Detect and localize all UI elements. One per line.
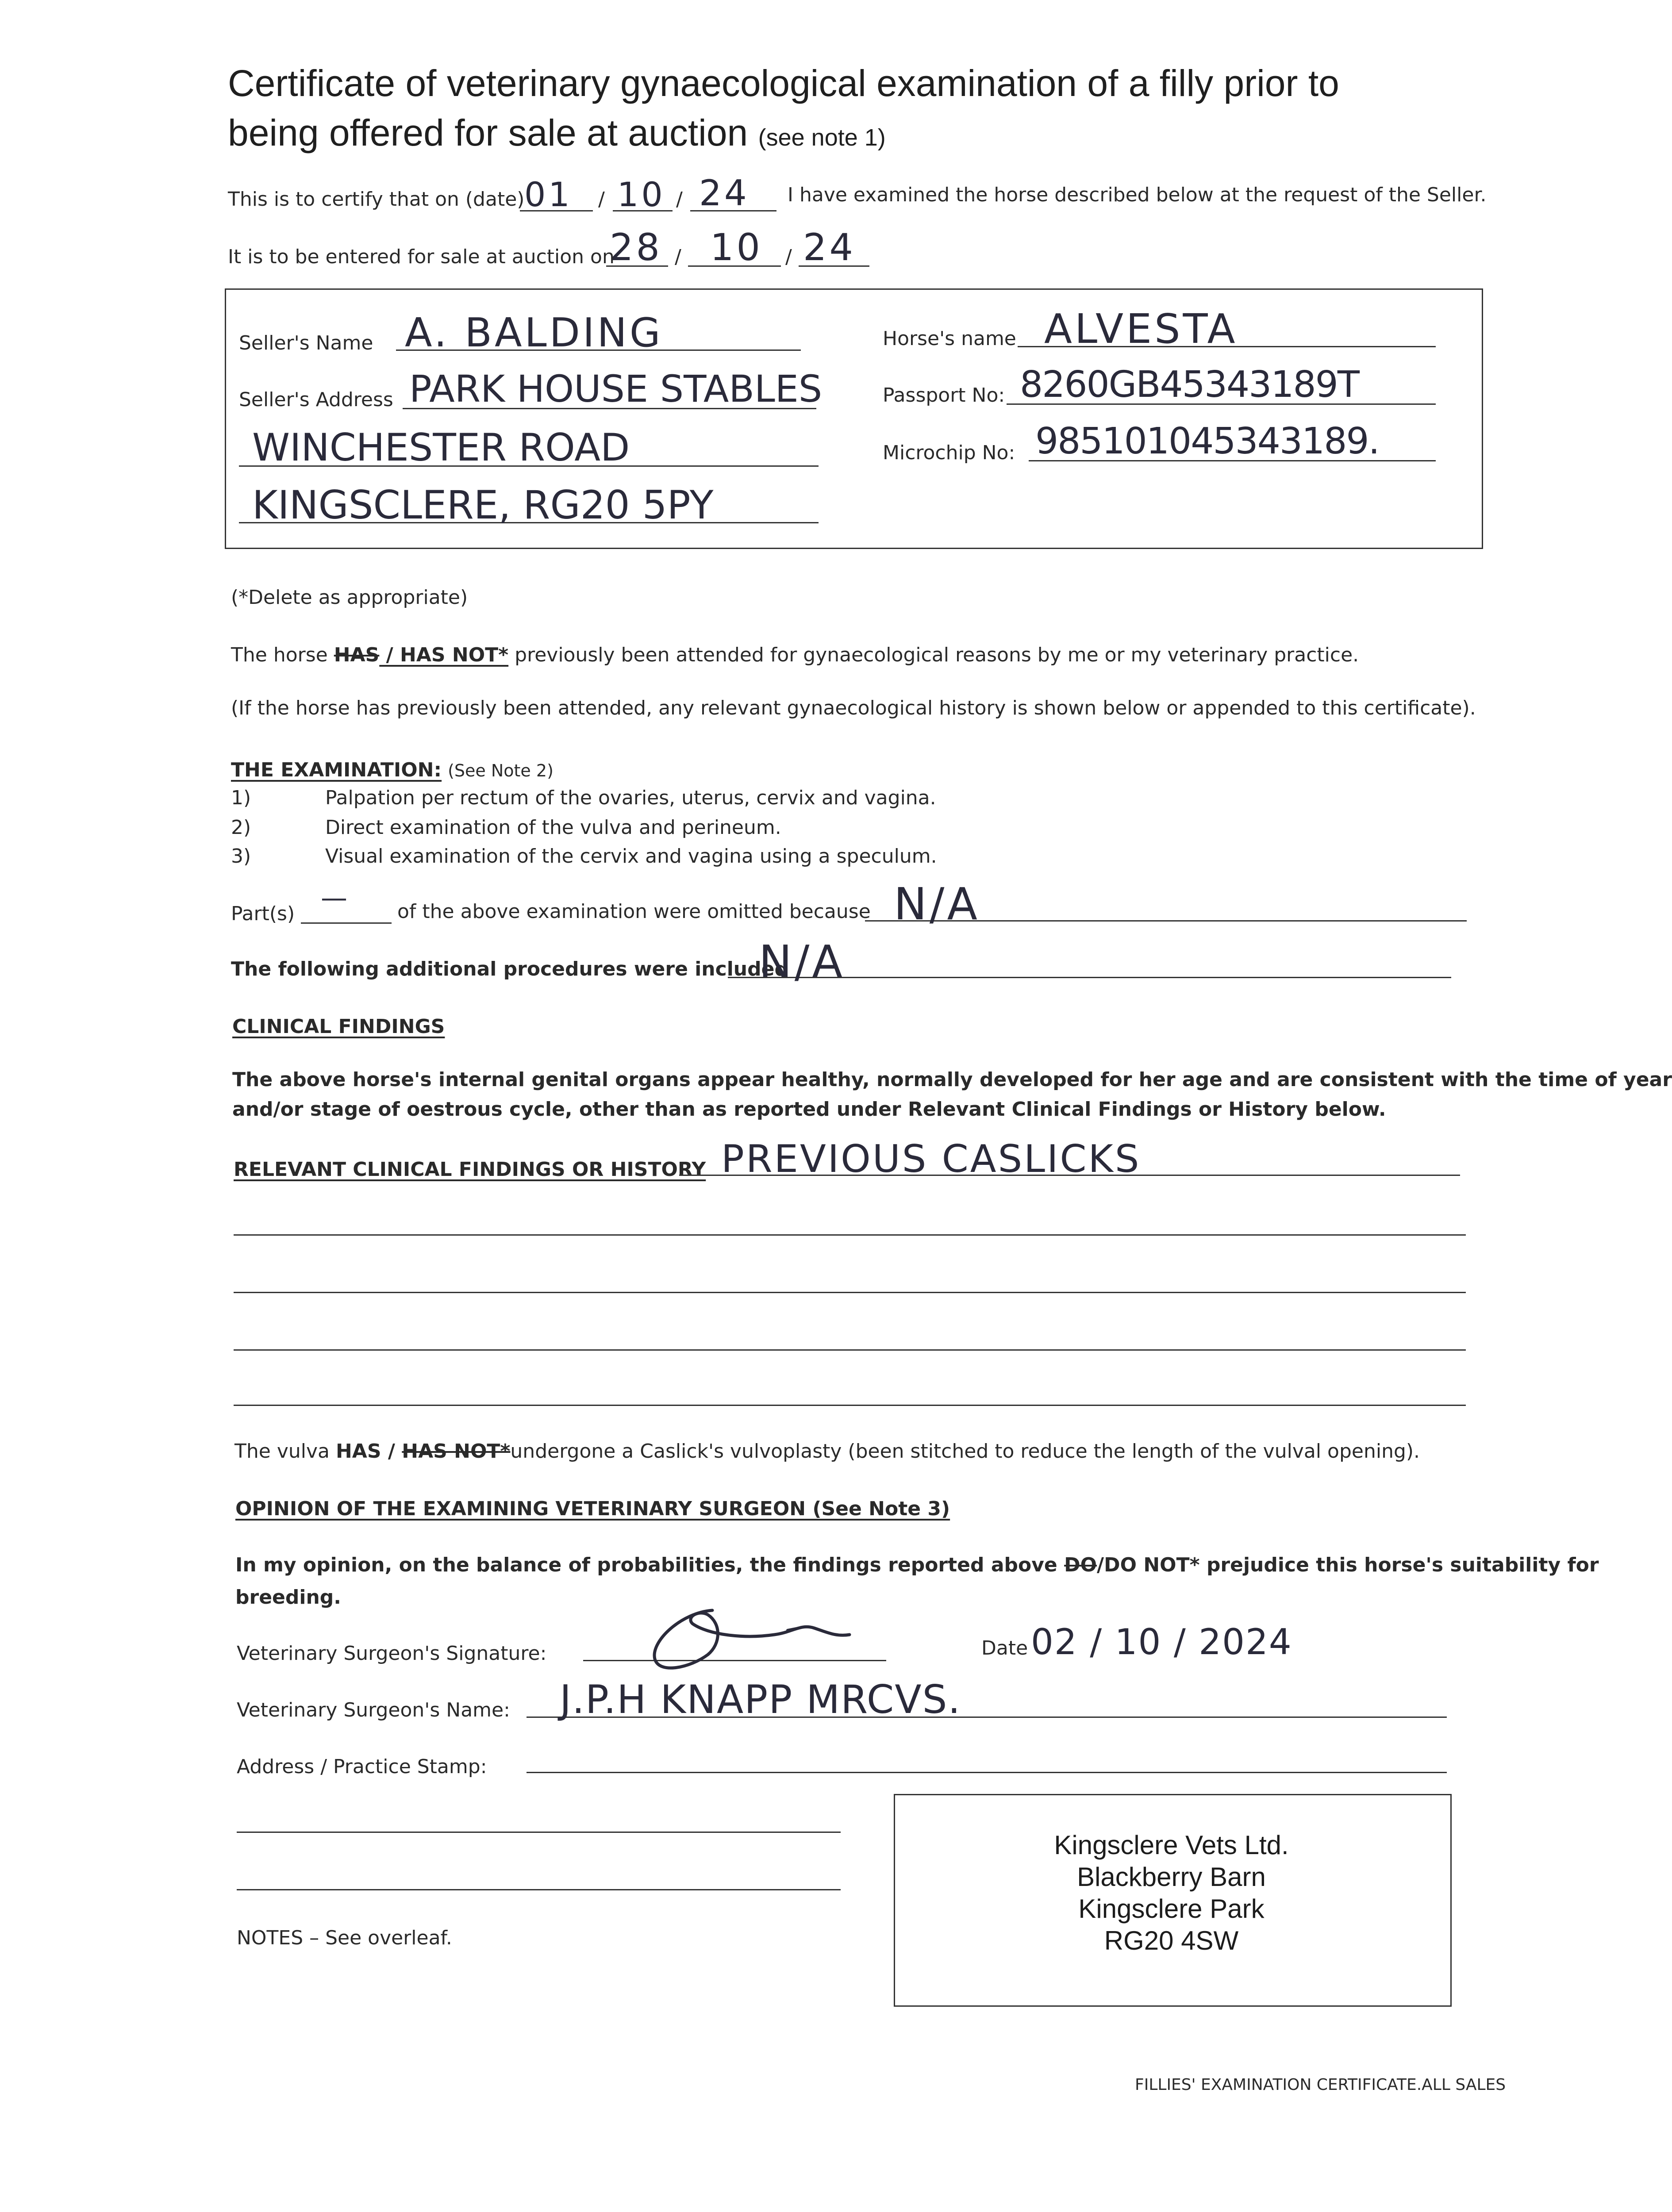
exam-item-2: Direct examination of the vulva and perineum.	[325, 816, 781, 839]
practice-stamp-text: Kingsclere Vets Ltd. Blackberry Barn Kingsclere Park RG20 4SW	[1054, 1830, 1289, 1955]
certificate-title-line1: Certificate of veterinary gynaecological examination of a filly prior to	[228, 62, 1339, 104]
horse-name-label: Horse's name	[883, 327, 1016, 350]
additional-label: The following additional procedures were included	[231, 958, 788, 980]
auction-date-day: 28	[610, 226, 662, 269]
findings-blank-line	[234, 1349, 1466, 1351]
opinion-heading: OPINION OF THE EXAMINING VETERINARY SURGEON (See Note 3)	[235, 1498, 950, 1520]
seller-address-line2: WINCHESTER ROAD	[252, 426, 630, 470]
attended-has-struck: HAS	[334, 644, 380, 666]
microchip-value: 985101045343189.	[1035, 420, 1379, 462]
history-note: (If the horse has previously been attended, any relevant gynaecological history is shown below or appended to this certificate).	[231, 697, 1476, 719]
attended-line: The horse HAS / HAS NOT* previously been attended for gynaecological reasons by me or my veterinary practice.	[231, 644, 1359, 666]
title-note: (see note 1)	[758, 124, 886, 151]
exam-item-1: Palpation per rectum of the ovaries, uterus, cervix and vagina.	[325, 787, 936, 809]
seller-address-label: Seller's Address	[239, 388, 393, 411]
clinical-heading: CLINICAL FINDINGS	[232, 1015, 445, 1038]
vulva-has: HAS	[335, 1440, 381, 1463]
horse-name-value: ALVESTA	[1044, 305, 1238, 353]
opinion-text-line1: In my opinion, on the balance of probabilities, the findings reported above DO/DO NOT* prejudice this horse's suitability for	[235, 1554, 1599, 1576]
exam-item-3: Visual examination of the cervix and vagina using a speculum.	[325, 845, 937, 868]
vulva-line: The vulva HAS / HAS NOT*undergone a Caslick's vulvoplasty (been stitched to reduce the length of the vulval opening).	[234, 1440, 1420, 1463]
parts-mid: of the above examination were omitted because	[397, 900, 871, 923]
findings-blank-line	[234, 1234, 1466, 1236]
attended-has-not: HAS NOT*	[400, 644, 509, 666]
exam-date-month: 10	[617, 175, 665, 214]
exam-date-day: 01	[524, 175, 573, 214]
opinion-do-not: /DO NOT*	[1097, 1554, 1200, 1576]
signature-date-value: 02 / 10 / 2024	[1031, 1621, 1292, 1663]
opinion-do-struck: DO	[1064, 1554, 1097, 1576]
passport-label: Passport No:	[883, 384, 1005, 407]
parts-prefix: Part(s)	[231, 902, 295, 925]
delete-note: (*Delete as appropriate)	[231, 586, 468, 609]
date-label: Date	[981, 1637, 1028, 1659]
clinical-text-line1: The above horse's internal genital organs appear healthy, normally developed for her age and are consistent with the time of year	[232, 1068, 1672, 1091]
clinical-text-line2: and/or stage of oestrous cycle, other than as reported under Relevant Clinical Findings or History below.	[232, 1098, 1386, 1121]
exam-date-year: 24	[699, 173, 750, 214]
surgeon-name-value: J.P.H KNAPP MRCVS.	[560, 1677, 961, 1722]
relevant-findings-value: PREVIOUS CASLICKS	[721, 1137, 1141, 1181]
findings-blank-line	[234, 1405, 1466, 1406]
seller-name-label: Seller's Name	[239, 332, 373, 354]
surgeon-name-label: Veterinary Surgeon's Name:	[237, 1699, 510, 1721]
certificate-title-line2: being offered for sale at auction (see note 1)	[228, 112, 886, 154]
auction-date-month: 10	[710, 226, 763, 269]
seller-address-line1: PARK HOUSE STABLES	[409, 367, 823, 411]
parts-reason: N/A	[894, 878, 980, 930]
address-stamp-label: Address / Practice Stamp:	[237, 1755, 487, 1778]
certify-prefix: This is to certify that on (date)	[228, 188, 525, 211]
seller-name-value: A. BALDING	[405, 310, 663, 356]
signature-label: Veterinary Surgeon's Signature:	[237, 1642, 547, 1665]
notes-text: NOTES – See overleaf.	[237, 1927, 452, 1949]
auction-prefix: It is to be entered for sale at auction on	[228, 246, 615, 268]
footer-text: FILLIES' EXAMINATION CERTIFICATE.ALL SALES	[1135, 2076, 1506, 2094]
auction-date-year: 24	[803, 226, 856, 269]
parts-value: —	[321, 883, 350, 914]
microchip-label: Microchip No:	[883, 442, 1015, 464]
relevant-findings-label: RELEVANT CLINICAL FINDINGS OR HISTORY	[234, 1158, 706, 1181]
seller-address-line3: KINGSCLERE, RG20 5PY	[252, 482, 714, 528]
certify-suffix: I have examined the horse described below at the request of the Seller.	[788, 184, 1487, 206]
vulva-has-not-struck: HAS NOT*	[402, 1440, 511, 1463]
findings-blank-line	[234, 1292, 1466, 1293]
opinion-text-line2: breeding.	[235, 1586, 341, 1609]
examination-heading: THE EXAMINATION: (See Note 2)	[231, 759, 553, 781]
additional-value: N/A	[759, 936, 845, 987]
passport-value: 8260GB45343189T	[1020, 364, 1359, 406]
signature-image	[642, 1593, 889, 1677]
